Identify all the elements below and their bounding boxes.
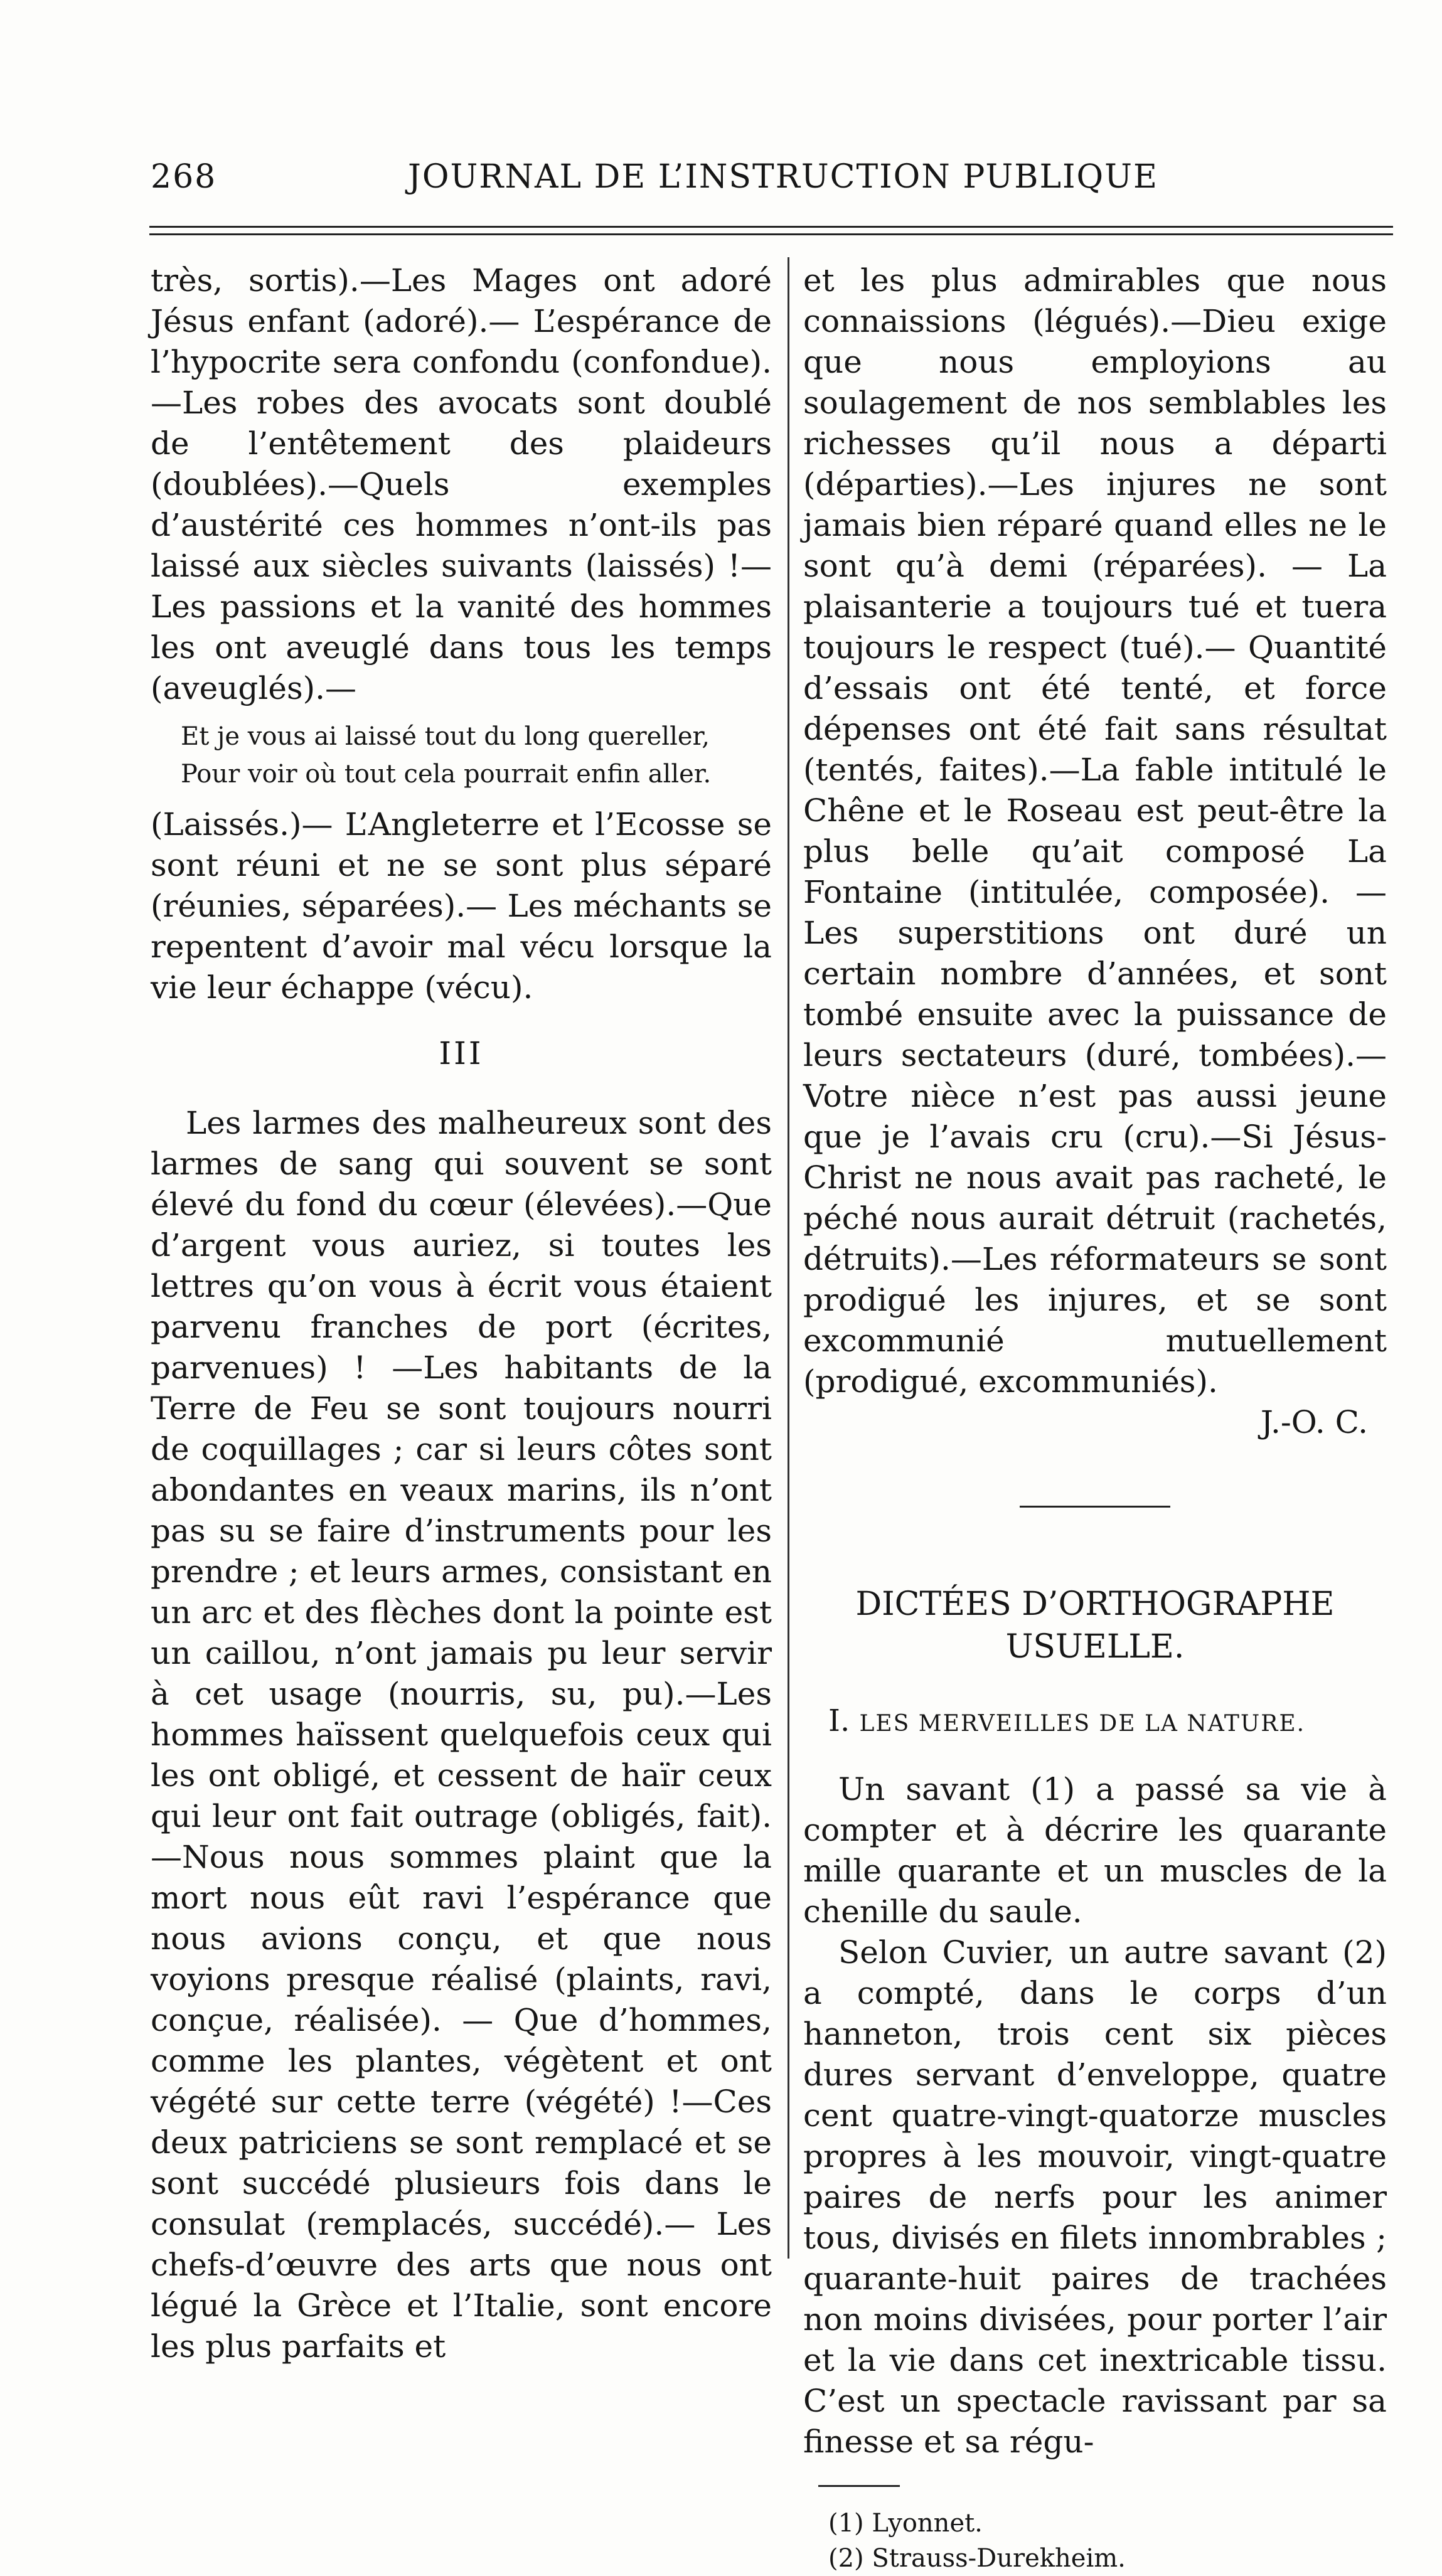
verse-line-1: Et je vous ai laissé tout du long quereller, <box>181 722 710 751</box>
paragraph-continuation: très, sortis).—Les Mages ont adoré Jésus enfant (adoré).— L’espérance de l’hypocrite sera confondu (confondue).—Les robes des avocats sont doublé de l’entêtement des plaideurs (doublées).—Quels exemples d’austérité ces hommes n’ont-ils pas laissé aux siècles suivants (laissés) !— Les passions et la vanité des hommes les ont aveuglé dans tous les temps (aveuglés).— <box>151 262 772 706</box>
right-column <box>803 260 1387 2576</box>
subheading-numeral: I. <box>828 1703 850 1738</box>
running-header <box>151 158 1305 215</box>
header-rule-bottom <box>149 233 1393 235</box>
section-numeral: III <box>439 1035 484 1072</box>
journal-title: JOURNAL DE L’INSTRUCTION PUBLIQUE <box>408 158 1158 196</box>
section-title-line-2: USUELLE. <box>1005 1628 1185 1666</box>
paragraph-savant: Un savant (1) a passé sa vie à compter et à décrire les quarante mille quarante et un muscles de la chenille du saule. <box>803 1771 1387 1930</box>
paragraph-continued: et les plus admirables que nous connaissions (légués).—Dieu exige que nous employions au soulagement de nos semblables les richesses qu’il nous a départi (départies).—Les injures ne sont jamais bien réparé quand elles ne le sont qu’à demi (réparées). — La plaisanterie a toujours tué et tuera toujours le respect (tué).— Quantité d’essais ont été tenté, et force dépenses ont été fait sans résultat (tentés, faites).—La fable intitulé le Chêne et le Roseau est peut-être la plus belle qu’ait composé La Fontaine (intitulée, composée). —Les superstitions ont duré un certain nombre d’années, et sont tombé ensuite avec la puissance de leurs sectateurs (duré, tombées).— Votre nièce n’est pas aussi jeune que je l’avais cru (cru).—Si Jésus-Christ ne nous avait pas racheté, le péché nous aurait détruit (rachetés, détruits).—Les réformateurs se sont prodigué les injures, et se sont excommunié mutuellement (prodigué, excommuniés). <box>803 262 1387 1400</box>
verse-line-2: Pour voir où tout cela pourrait enfin aller. <box>181 760 712 789</box>
verse-quote <box>181 718 772 793</box>
footnote-2: (2) Strauss-Durekheim. <box>828 2544 1126 2573</box>
paragraph-cuvier: Selon Cuvier, un autre savant (2) a compté, dans le corps d’un hanneton, trois cent six pièces dures servant d’enveloppe, quatre cent quatre-vingt-quatorze muscles propres à les mouvoir, vingt-quatre paires de nerfs pour les animer tous, divisés en filets innombrables ; quarante-huit paires de trachées non moins divisées, pour porter l’air et la vie dans cet inextricable tissu. C’est un spectacle ravissant par sa finesse et sa régu- <box>803 1934 1387 2460</box>
section-separator <box>1020 1506 1170 1508</box>
subheading-text: LES MERVEILLES DE LA NATURE. <box>859 1711 1306 1737</box>
section-title <box>803 1583 1387 1668</box>
paragraph-laisses: (Laissés.)— L’Angleterre et l’Ecosse se sont réuni et ne se sont plus séparé (réunies, séparées).— Les méchants se repentent d’avoir mal vécu lorsque la vie leur échappe (vécu). <box>151 806 772 1006</box>
footnote-rule <box>818 2485 900 2487</box>
header-rule-top <box>149 226 1393 228</box>
author-signature: J.-O. C. <box>1260 1404 1368 1440</box>
section-title-line-1: DICTÉES D’ORTHOGRAPHE <box>855 1585 1335 1623</box>
left-column <box>151 260 772 2367</box>
subheading <box>828 1701 1387 1744</box>
column-divider <box>788 257 789 2259</box>
paragraph-section-iii: Les larmes des malheureux sont des larmes de sang qui souvent se sont élevé du fond du cœur (élevées).—Que d’argent vous auriez, si toutes les lettres qu’on vous à écrit vous étaient parvenu franches de port (écrites, parvenues) ! —Les habitants de la Terre de Feu se sont toujours nourri de coquillages ; car si leurs côtes sont abondantes en veaux marins, ils n’ont pas su se faire d’instruments pour les prendre ; et leurs armes, consistant en un arc et des flèches dont la pointe est un caillou, n’ont jamais pu leur servir à cet usage (nourris, su, pu).—Les hommes haïssent quelquefois ceux qui les ont obligé, et cessent de haïr ceux qui leur ont fait outrage (obligés, fait). —Nous nous sommes plaint que la mort nous eût ravi l’espérance que nous avions conçu, et que nous voyions presque réalisé (plaints, ravi, conçue, réalisée). — Que d’hommes, comme les plantes, végètent et ont végété sur cette terre (végété) !—Ces deux patriciens se sont remplacé et se sont succédé plusieurs fois dans le consulat (remplacés, succédé).— Les chefs-d’œuvre des arts que nous ont légué la Grèce et l’Italie, sont encore les plus parfaits et <box>151 1105 772 2365</box>
footnote-1: (1) Lyonnet. <box>828 2509 983 2538</box>
page-number: 268 <box>151 158 217 196</box>
